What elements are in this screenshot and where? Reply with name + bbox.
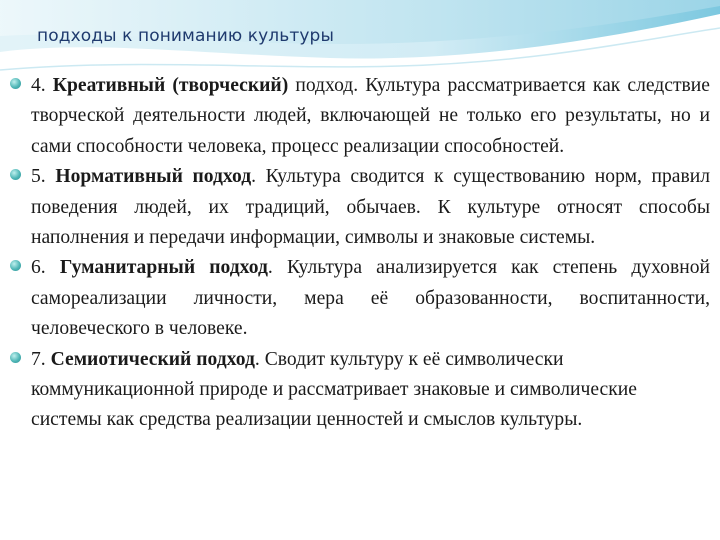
item-number: 5. — [31, 166, 46, 188]
item-term-suffix: . — [251, 166, 257, 188]
list-item-text — [31, 71, 710, 162]
item-term-suffix: подход. — [295, 75, 359, 96]
list-item-text — [31, 253, 710, 344]
item-term: Нормативный подход — [55, 166, 252, 188]
list-item-text — [31, 345, 710, 436]
item-term-suffix: . — [267, 257, 273, 279]
bullet-icon — [10, 78, 21, 89]
item-body: Культура рассматривается как следствие творческой деятельности людей, включающей не только его результаты, но и сами способности человека, процесс реализации способностей. — [31, 75, 710, 157]
list-item — [10, 71, 710, 162]
item-term: Семиотический подход — [50, 348, 255, 370]
item-term: Гуманитарный подход — [59, 257, 268, 279]
item-number: 4. — [31, 75, 46, 96]
item-body: Культура сводится к существованию норм, правил поведения людей, их традиций, обычаев. К культуре относят способы наполнения и передачи информации, символы и знаковые системы. — [31, 166, 711, 249]
item-body: Сводит культуру к её символически коммуникационной природе и рассматривает знаковые и символические системы как средства реализации ценностей и смыслов культуры. — [31, 348, 637, 431]
item-number: 6. — [31, 257, 46, 279]
list-item-text — [31, 162, 710, 253]
list-item — [10, 162, 710, 253]
slide-title: подходы к пониманию культуры — [37, 26, 334, 46]
list-item — [10, 345, 710, 436]
item-term: Креативный (творческий) — [52, 75, 289, 96]
bullet-icon — [10, 260, 21, 271]
item-number: 7. — [31, 348, 46, 370]
item-body: Культура анализируется как степень духовной самореализации личности, мера её образованности, воспитанности, человеческого в человеке. — [31, 257, 710, 340]
item-term-suffix: . — [254, 348, 260, 370]
bullet-icon — [10, 169, 21, 180]
approaches-list — [10, 71, 710, 436]
list-item — [10, 253, 710, 344]
bullet-icon — [10, 352, 21, 363]
